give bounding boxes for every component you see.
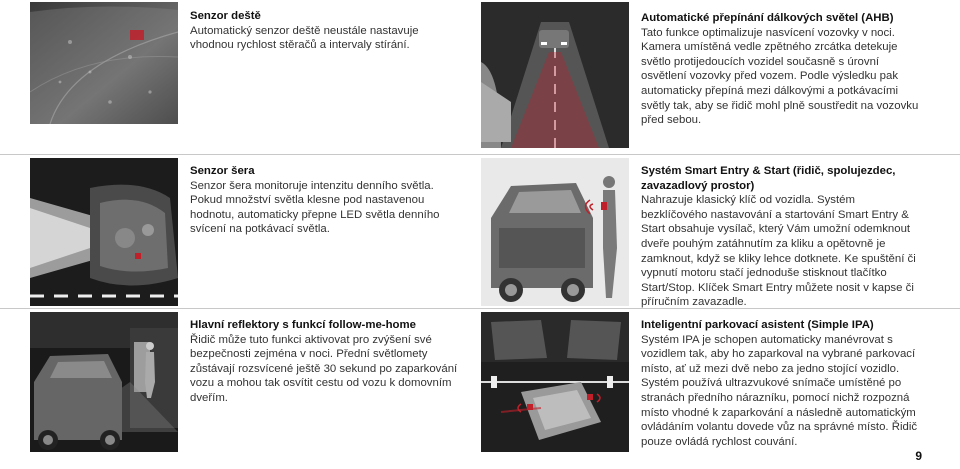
simple-ipa-text — [641, 318, 923, 449]
smart-entry-text — [641, 164, 923, 310]
smart-entry-body: Nahrazuje klasický klíč od vozidla. Systém bezklíčového nastavování a startování Smart Entry & Start obsahuje vysílač, který Vám umožní odemknout dveře pouhým zatáhnutím za kliku a opětovně je zamknout, když se kliky lehce dotknete. Ke spuštění či vypnutí motoru stačí jednoduše stisknout tlačítko Start/Stop. Klíček Smart Entry můžete nosit v kapse či příručním zavazadle. — [641, 194, 916, 309]
smart-entry-image — [481, 158, 629, 306]
follow-me-home-image — [30, 312, 178, 452]
simple-ipa-image — [481, 312, 629, 452]
dusk-sensor-text — [190, 164, 462, 237]
page-number: 9 — [915, 449, 922, 463]
ahb-text — [641, 11, 923, 128]
ahb-image — [481, 2, 629, 148]
dusk-sensor-title: Senzor šera — [190, 165, 255, 177]
smart-entry-title: Systém Smart Entry & Start (řidič, spolujezdec, zavazadlový prostor) — [641, 165, 896, 192]
follow-me-home-title: Hlavní reflektory s funkcí follow-me-home — [190, 319, 416, 331]
simple-ipa-body: Systém IPA je schopen automaticky manévrovat s vozidlem tak, aby ho zaparkoval na vybrané parkovací místo, ať už mezi dvě nebo za jedno stojící vozidlo. Systém používá ultrazvukové snímače umístěné po stranách předního nárazníku, pomocí nichž rozpozná místo vhodné k zaparkování a následně automatickým ovládáním volantu dovede vůz na správné místo. Řidič pouze ovládá rychlost couvání. — [641, 333, 918, 448]
simple-ipa-title: Inteligentní parkovací asistent (Simple IPA) — [641, 319, 874, 331]
rain-sensor-title: Senzor deště — [190, 10, 261, 22]
follow-me-home-body: Řidič může tuto funkci aktivovat pro zvýšení své bezpečnosti zejména v noci. Přední světlomety zůstávají rozsvícené ještě 30 sekund po zaparkování vozu a mohou tak osvítit cestu od vozu k domovním dveřím. — [190, 333, 458, 404]
ahb-body: Tato funkce optimalizuje nasvícení vozovky v noci. Kamera umístěná vedle zpětného zrcátka detekuje světlo protijedoucích vozidel současně s úrovní osvětlení vozovky před vozem. Podle výsledku pak automaticky přepíná mezi dálkovými a potkávacími světly tak, aby se řidič mohl plně soustředit na vozovku před sebou. — [641, 26, 919, 127]
rain-sensor-image — [30, 2, 178, 124]
divider-row2 — [0, 308, 960, 309]
rain-sensor-body: Automatický senzor deště neustále nastavuje vhodnou rychlost stěračů a intervaly stírání. — [190, 24, 419, 52]
follow-me-home-text — [190, 318, 472, 406]
ahb-title: Automatické přepínání dálkových světel (AHB) — [641, 12, 894, 24]
rain-sensor-text — [190, 9, 462, 53]
dusk-sensor-body: Senzor šera monitoruje intenzitu denního světla. Pokud množství světla klesne pod nastavenou hodnotu, automaticky přepne LED světla denního svícení na potkávací světla. — [190, 179, 440, 236]
divider-row1 — [0, 154, 960, 155]
dusk-sensor-image — [30, 158, 178, 306]
